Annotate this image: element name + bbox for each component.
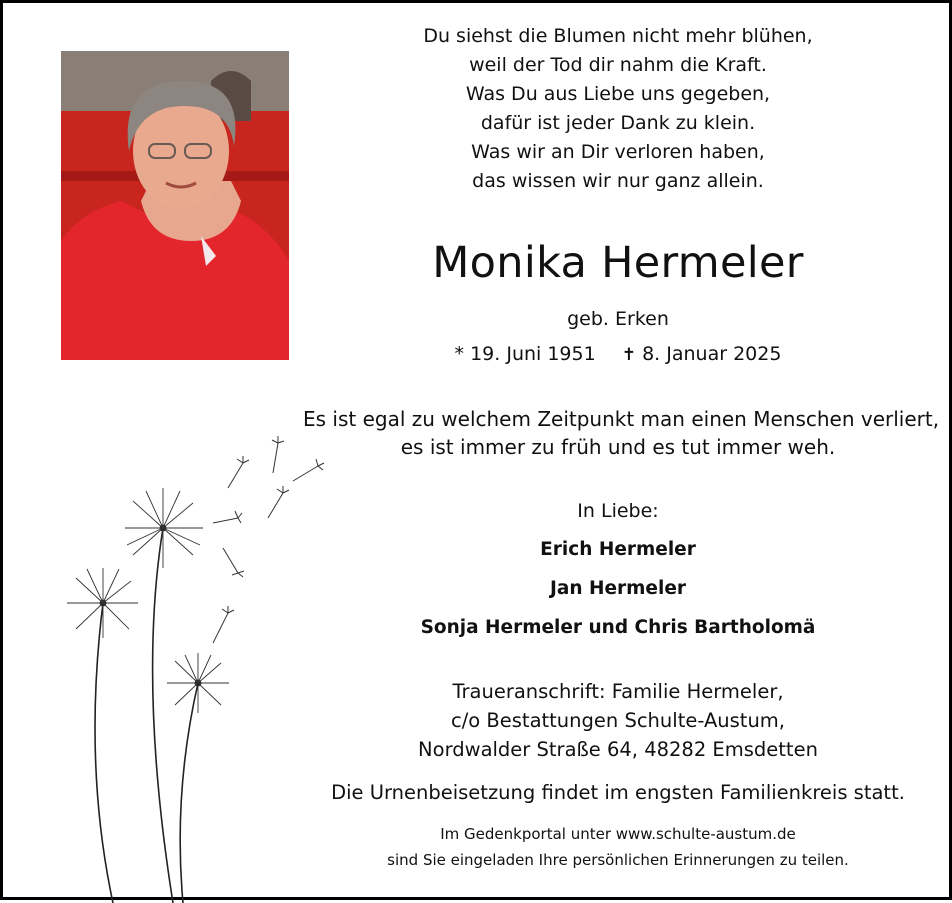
- poem-line-4: dafür ist jeder Dank zu klein.: [480, 112, 756, 134]
- mourner-name-2: Jan Hermeler: [550, 578, 686, 599]
- portal-note-line-1: Im Gedenkportal unter www.schulte-austum.de: [440, 825, 796, 843]
- address-line-2: c/o Bestattungen Schulte-Austum,: [450, 709, 786, 732]
- poem-line-2: weil der Tod dir nahm die Kraft.: [469, 54, 767, 76]
- life-dates: [303, 343, 933, 365]
- death-date: 8. Januar 2025: [642, 343, 782, 365]
- deceased-name: Monika Hermeler: [432, 238, 804, 288]
- portrait-photo: [61, 51, 289, 360]
- address-line-1: Traueranschrift: Familie Hermeler,: [452, 680, 784, 703]
- mourner-name-1: Erich Hermeler: [540, 539, 696, 560]
- quote-line-2: es ist immer zu früh und es tut immer weh.: [400, 435, 836, 459]
- poem-line-6: das wissen wir nur ganz allein.: [472, 170, 764, 192]
- birth-date: * 19. Juni 1951: [454, 343, 596, 365]
- birth-name: geb. Erken: [567, 308, 669, 330]
- cross-icon: ✝: [621, 345, 637, 365]
- portrait-illustration: [61, 51, 289, 360]
- quote-line-1: Es ist egal zu welchem Zeitpunkt man einen Menschen verliert,: [303, 407, 940, 431]
- address-line-3: Nordwalder Straße 64, 48282 Emsdetten: [418, 738, 818, 761]
- portal-note-line-2: sind Sie eingeladen Ihre persönlichen Erinnerungen zu teilen.: [387, 851, 849, 869]
- poem-line-3: Was Du aus Liebe uns gegeben,: [465, 83, 771, 105]
- mourner-name-3: Sonja Hermeler und Chris Bartholomä: [420, 617, 816, 638]
- burial-note: Die Urnenbeisetzung findet im engsten Familienkreis statt.: [331, 781, 905, 804]
- mourners-intro: In Liebe:: [577, 500, 659, 522]
- poem-line-5: Was wir an Dir verloren haben,: [471, 141, 765, 163]
- poem-line-1: Du siehst die Blumen nicht mehr blühen,: [423, 25, 813, 47]
